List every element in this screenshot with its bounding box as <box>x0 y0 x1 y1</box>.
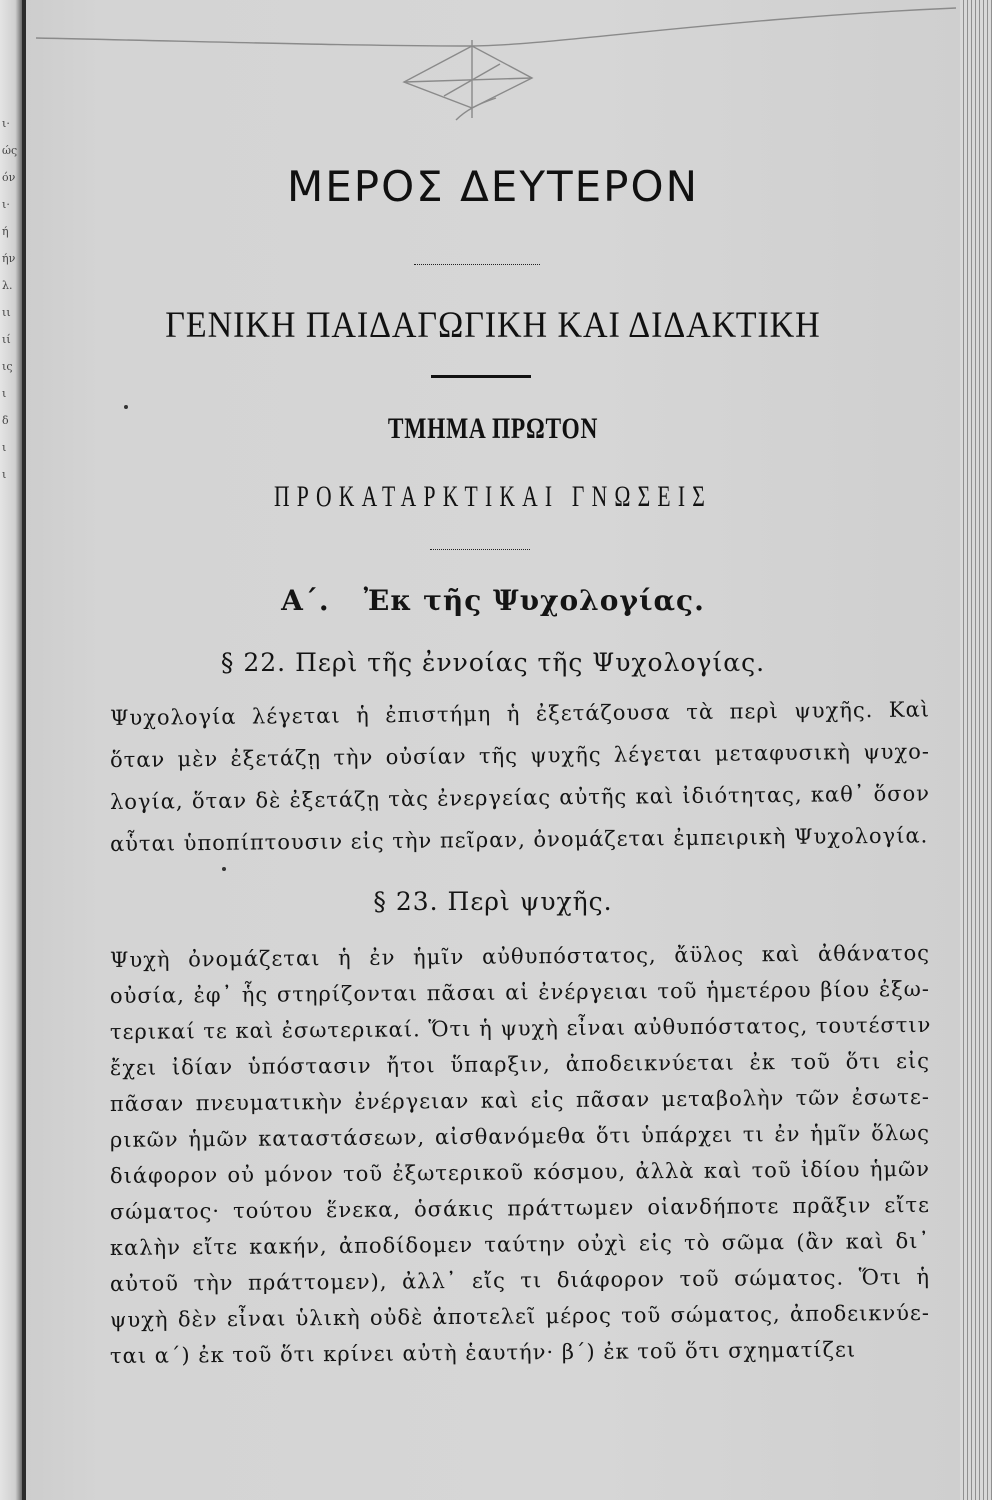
text-line: λογία, ὅταν δὲ ἐξετάζῃ τὰς ἐνεργείας αὐτῆς καὶ ἰδιότητας, καθ᾿ ὅσον <box>109 781 931 814</box>
text-line: οὐσία, ἐφ᾿ ἧς στηρίζονται πᾶσαι αἱ ἐνέργειαι τοῦ ἡμετέρου βίου ἐξω- <box>109 976 931 1008</box>
facing-page-mark: ι· <box>2 117 10 130</box>
text-line: αὐτοῦ τὴν πράττομεν), ἀλλ᾿ εἴς τι διάφορον τοῦ σώματος. Ὅτι ἡ <box>109 1264 931 1296</box>
facing-page-mark: ιι <box>2 306 11 319</box>
section-title: ΤΜΗΜΑ ΠΡΩΤΟΝ <box>387 412 599 445</box>
facing-page-mark: δ <box>2 414 9 427</box>
text-line: ρικῶν ἡμῶν καταστάσεων, αἰσθανόμεθα ὅτι ὑπάρχει τι ἐν ἡμῖν ὅλως <box>109 1120 931 1152</box>
text-line: Ψυχὴ ὀνομάζεται ἡ ἐν ἡμῖν αὐθυπόστατος, ἄϋλος καὶ ἀθάνατος <box>109 940 931 972</box>
facing-page-mark: όν <box>2 171 16 184</box>
book-page <box>26 0 960 1500</box>
dotted-divider <box>414 264 540 265</box>
facing-page-mark: ι· <box>2 198 10 211</box>
pencil-sketch-drawing <box>26 0 960 140</box>
facing-page-mark: λ. <box>2 279 13 292</box>
chapter-number: Α΄. <box>281 584 330 617</box>
text-line: ἔχει ἰδίαν ὑπόστασιν ἤτοι ὕπαρξιν, ἀποδεικνύεται ἐκ τοῦ ὅτι εἰς <box>109 1048 931 1080</box>
stacked-page-edges <box>960 0 992 1500</box>
facing-page-mark: ώς <box>2 144 18 157</box>
text-line: τερικαί τε καὶ ἐσωτερικαί. Ὅτι ἡ ψυχὴ εἶναι αὐθυπόστατος, τουτέστιν <box>109 1012 932 1044</box>
facing-page-mark: ή <box>2 225 9 238</box>
facing-page-mark: ι <box>2 387 7 400</box>
text-line: σώματος· τούτου ἕνεκα, ὁσάκις πράττωμεν οἱανδήποτε πρᾶξιν εἴτε <box>109 1192 931 1224</box>
text-line: Ψυχολογία λέγεται ἡ ἐπιστήμη ἡ ἐξετάζουσα τὰ περὶ ψυχῆς. Καὶ <box>109 697 931 730</box>
book-title: ΓΕΝΙΚΗ ΠΑΙΔΑΓΩΓΙΚΗ ΚΑΙ ΔΙΔΑΚΤΙΚΗ <box>165 305 821 346</box>
text-line: καλὴν εἴτε κακήν, ἀποδίδομεν ταύτην οὐχὶ εἰς τὸ σῶμα (ἂν καὶ δι᾿ <box>109 1228 931 1260</box>
text-line: ὅταν μὲν ἐξετάζῃ τὴν οὐσίαν τῆς ψυχῆς λέγεται μεταφυσικὴ ψυχο- <box>109 739 931 772</box>
facing-page-mark: ι <box>2 441 7 454</box>
facing-page-mark: ις <box>2 360 13 373</box>
text-line: αὗται ὑποπίπτουσιν εἰς τὴν πεῖραν, ὀνομάζεται ἐμπειρικὴ Ψυχολογία. <box>109 823 929 856</box>
text-line: διάφορον οὐ μόνον τοῦ ἐξωτερικοῦ κόσμου, ἀλλὰ καὶ τοῦ ἰδίου ἡμῶν <box>109 1156 931 1188</box>
facing-page-mark: ι <box>2 468 7 481</box>
facing-page-marks <box>2 110 16 488</box>
paragraph-23-heading: § 23. Περὶ ψυχῆς. <box>373 887 613 916</box>
facing-page-mark: ήν <box>2 252 16 265</box>
dotted-divider <box>430 549 530 550</box>
facing-page-mark: ιί <box>2 333 11 346</box>
chapter-title: Ἐκ τῆς Ψυχολογίας. <box>363 584 705 617</box>
chapter-heading <box>26 584 960 617</box>
ink-dot <box>222 867 226 871</box>
solid-divider <box>431 375 531 378</box>
text-line: πᾶσαν πνευματικὴν ἐνέργειαν καὶ εἰς πᾶσαν μεταβολὴν τῶν ἐσωτε- <box>109 1084 931 1116</box>
paragraph-22-heading: § 22. Περὶ τῆς ἐννοίας τῆς Ψυχολογίας. <box>220 648 766 677</box>
section-subtitle: ΠΡΟΚΑΤΑΡΚΤΙΚΑΙ ΓΝΩΣΕΙΣ <box>273 480 713 513</box>
facing-page-edge <box>0 0 22 1500</box>
part-title: ΜΕΡΟΣ ΔΕΥΤΕΡΟΝ <box>287 162 699 211</box>
text-line: ται α΄) ἐκ τοῦ ὅτι κρίνει αὐτὴ ἑαυτήν· β΄) ἐκ τοῦ ὅτι σχηματίζει <box>109 1337 857 1368</box>
text-line: ψυχὴ δὲν εἶναι ὑλικὴ οὐδὲ ἀποτελεῖ μέρος τοῦ σώματος, ἀποδεικνύε- <box>109 1300 931 1332</box>
ink-speck <box>124 405 128 409</box>
